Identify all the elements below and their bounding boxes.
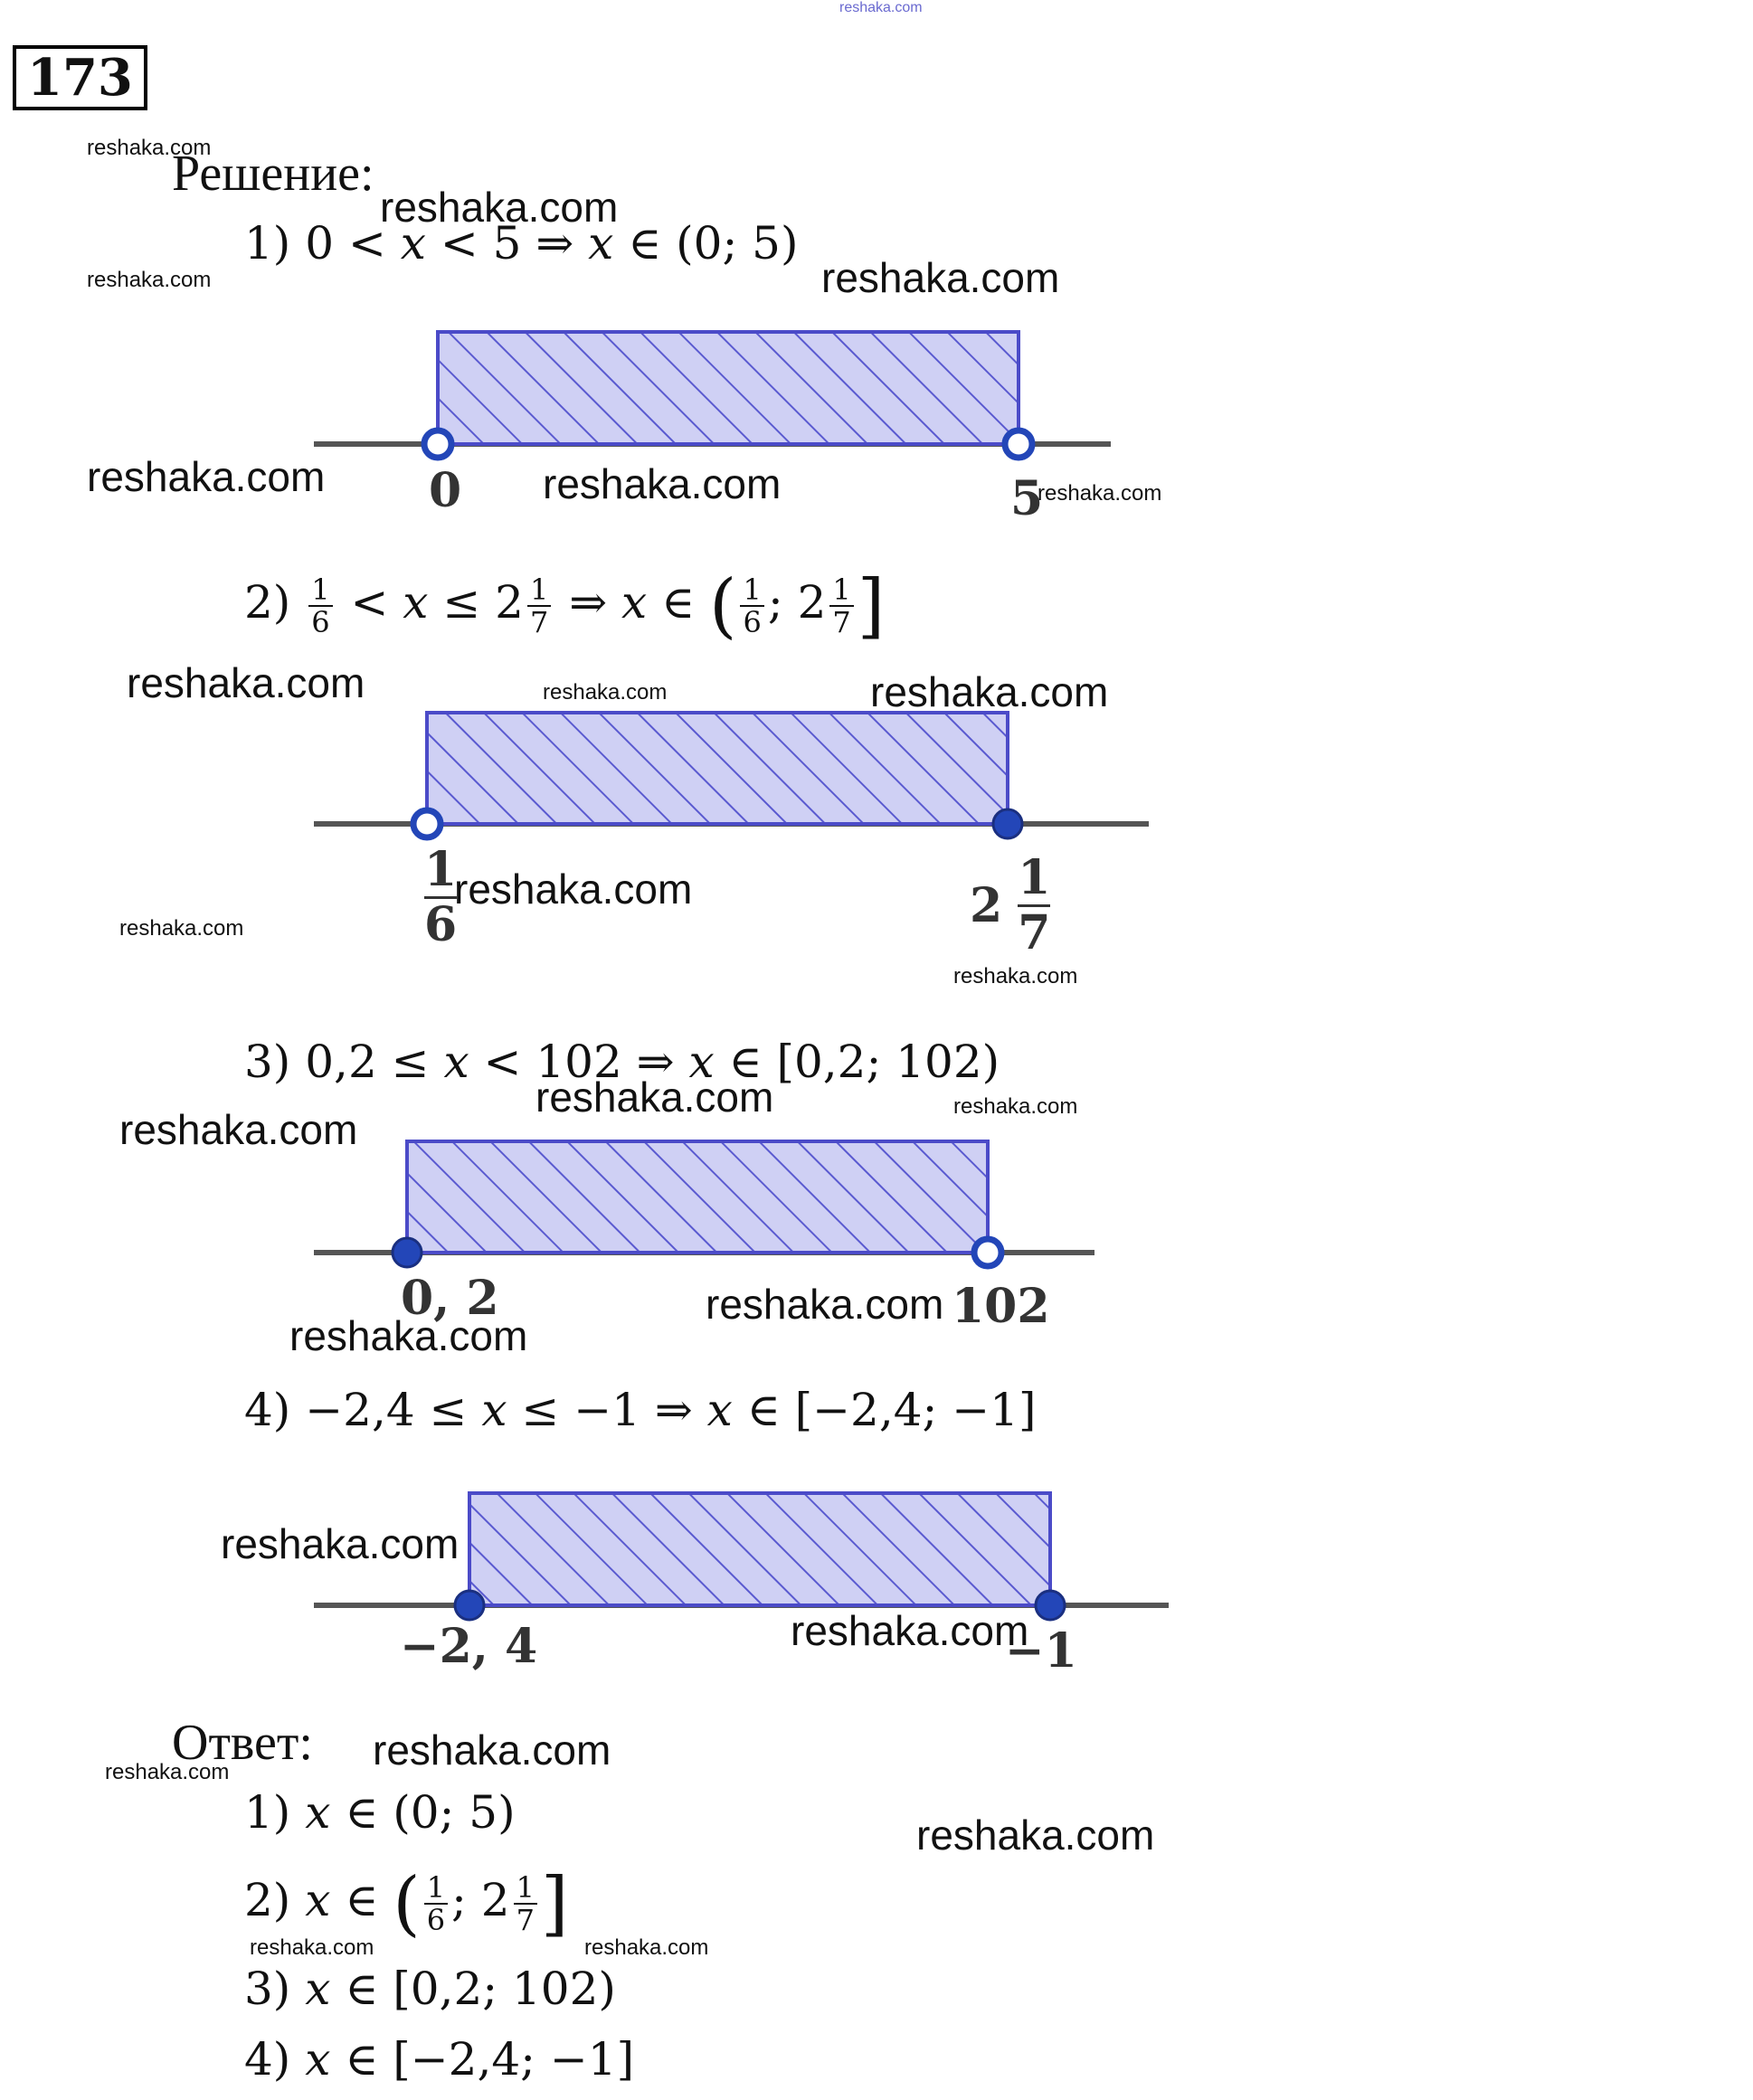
tick-label-left: $\frac{1}{6}$ [424, 842, 458, 952]
watermark: reshaka.com [380, 184, 619, 231]
variable-x: x [305, 1963, 331, 2015]
watermark: reshaka.com [953, 1094, 1078, 1119]
answer-interval: ∈ [−2,4; −1] [330, 2033, 635, 2086]
fraction: $\frac{1}{6}$ [308, 574, 332, 638]
variable-x: x [305, 1874, 331, 1926]
watermark: reshaka.com [221, 1520, 460, 1567]
inequality-part: 0 < [305, 217, 401, 270]
watermark: reshaka.com [953, 964, 1078, 989]
variable-x: x [481, 1384, 507, 1436]
fraction: $\frac{1}{7}$ [527, 574, 551, 638]
inequality-part: < 5 ⇒ [425, 217, 589, 270]
variable-x: x [588, 217, 614, 270]
hatched-region [427, 713, 1008, 824]
bracket-close: ] [540, 1863, 569, 1944]
top-watermark: reshaka.com [839, 0, 923, 15]
tick-label-left: −2, 4 [400, 1619, 538, 1674]
closed-point-left [455, 1591, 484, 1620]
bracket-open: ( [393, 1863, 421, 1944]
variable-x: x [706, 1384, 733, 1436]
element-of: ∈ [330, 1874, 393, 1926]
item-label: 2) [244, 1874, 291, 1926]
answer-interval: ∈ (0; 5) [330, 1786, 516, 1839]
separator: ; 2 [767, 576, 827, 629]
answer-2 [244, 1863, 568, 1944]
hatched-region [469, 1493, 1050, 1605]
watermark: reshaka.com [543, 460, 782, 507]
answer-4 [244, 2033, 634, 2086]
item-label: 4) [244, 2033, 291, 2086]
watermark: reshaka.com [584, 1935, 709, 1960]
fraction: $\frac{1}{7}$ [829, 574, 853, 638]
inequality-part: ≤ −1 ⇒ [507, 1384, 707, 1436]
watermark: reshaka.com [105, 1760, 230, 1784]
tick-label-right: 5 [1010, 471, 1044, 526]
inequality-part: 0,2 ≤ [305, 1036, 444, 1088]
interval-result: ∈ [0,2; 102) [714, 1036, 1000, 1088]
variable-x: x [403, 576, 429, 629]
item-label: 2) [244, 576, 291, 629]
inequality-part: < 102 ⇒ [469, 1036, 689, 1088]
watermark: reshaka.com [454, 866, 693, 913]
variable-x: x [400, 217, 426, 270]
watermark: reshaka.com [791, 1607, 1029, 1654]
answer-1 [244, 1786, 516, 1839]
open-point-left [424, 430, 451, 458]
solution-heading: Решение: [172, 146, 374, 202]
item-label: 1) [244, 1786, 291, 1839]
answer-interval: ∈ [0,2; 102) [330, 1963, 616, 2015]
fraction: $\frac{1}{7}$ [514, 1872, 537, 1935]
open-point-right [974, 1239, 1001, 1266]
watermark: reshaka.com [870, 668, 1109, 715]
closed-point-right [993, 809, 1022, 838]
watermark: reshaka.com [87, 268, 212, 292]
variable-x: x [305, 2033, 331, 2086]
watermark: reshaka.com [543, 680, 668, 705]
closed-point-left [393, 1238, 422, 1267]
fraction: $\frac{1}{6}$ [740, 574, 763, 638]
watermark: reshaka.com [1038, 481, 1162, 506]
element-of: ∈ [647, 576, 710, 629]
item-label: 3) [244, 1036, 291, 1088]
number-line-3 [314, 1141, 1094, 1267]
open-point-left [413, 810, 441, 837]
tick-label-right: 102 [952, 1279, 1050, 1334]
watermark: reshaka.com [289, 1312, 528, 1359]
variable-x: x [443, 1036, 469, 1088]
tick-label-right: 2 $\frac{1}{7}$ [970, 850, 1051, 960]
watermark: reshaka.com [127, 659, 365, 706]
inequality-part: ≤ 2 [428, 576, 524, 629]
variable-x: x [305, 1786, 331, 1839]
closed-point-right [1036, 1591, 1065, 1620]
watermark: reshaka.com [535, 1074, 774, 1121]
number-line-1 [314, 332, 1111, 458]
watermark: reshaka.com [916, 1811, 1155, 1859]
watermark: reshaka.com [119, 1106, 358, 1153]
answer-heading: Ответ: [172, 1715, 313, 1771]
open-point-right [1005, 430, 1032, 458]
interval-result: ∈ (0; 5) [613, 217, 799, 270]
item-label: 4) [244, 1384, 291, 1436]
watermark: reshaka.com [821, 254, 1060, 301]
tick-label-left: 0 [429, 463, 462, 518]
tick-label-left: 0, 2 [401, 1271, 499, 1326]
tick-label-right: −1 [1005, 1623, 1077, 1679]
bracket-close: ] [857, 565, 886, 647]
hatched-region [438, 332, 1019, 444]
bracket-open: ( [709, 565, 737, 647]
interval-result: ∈ [−2,4; −1] [732, 1384, 1037, 1436]
inequality-part: < [336, 576, 403, 629]
item-label: 3) [244, 1963, 291, 2015]
watermark: reshaka.com [373, 1726, 611, 1774]
answer-3 [244, 1963, 616, 2015]
watermark: reshaka.com [87, 136, 212, 160]
watermark: reshaka.com [87, 453, 326, 500]
watermark: reshaka.com [250, 1935, 374, 1960]
fraction: $\frac{1}{6}$ [424, 1872, 448, 1935]
watermark: reshaka.com [706, 1281, 944, 1328]
separator: ; 2 [451, 1874, 510, 1926]
number-line-2 [314, 713, 1149, 838]
variable-x: x [688, 1036, 715, 1088]
implies-symbol: ⇒ [554, 576, 622, 629]
hatched-region [407, 1141, 988, 1253]
inequality-part: −2,4 ≤ [305, 1384, 482, 1436]
problem-number: 173 [13, 45, 147, 110]
item-label: 1) [244, 217, 291, 270]
variable-x: x [621, 576, 648, 629]
watermark: reshaka.com [119, 916, 244, 941]
